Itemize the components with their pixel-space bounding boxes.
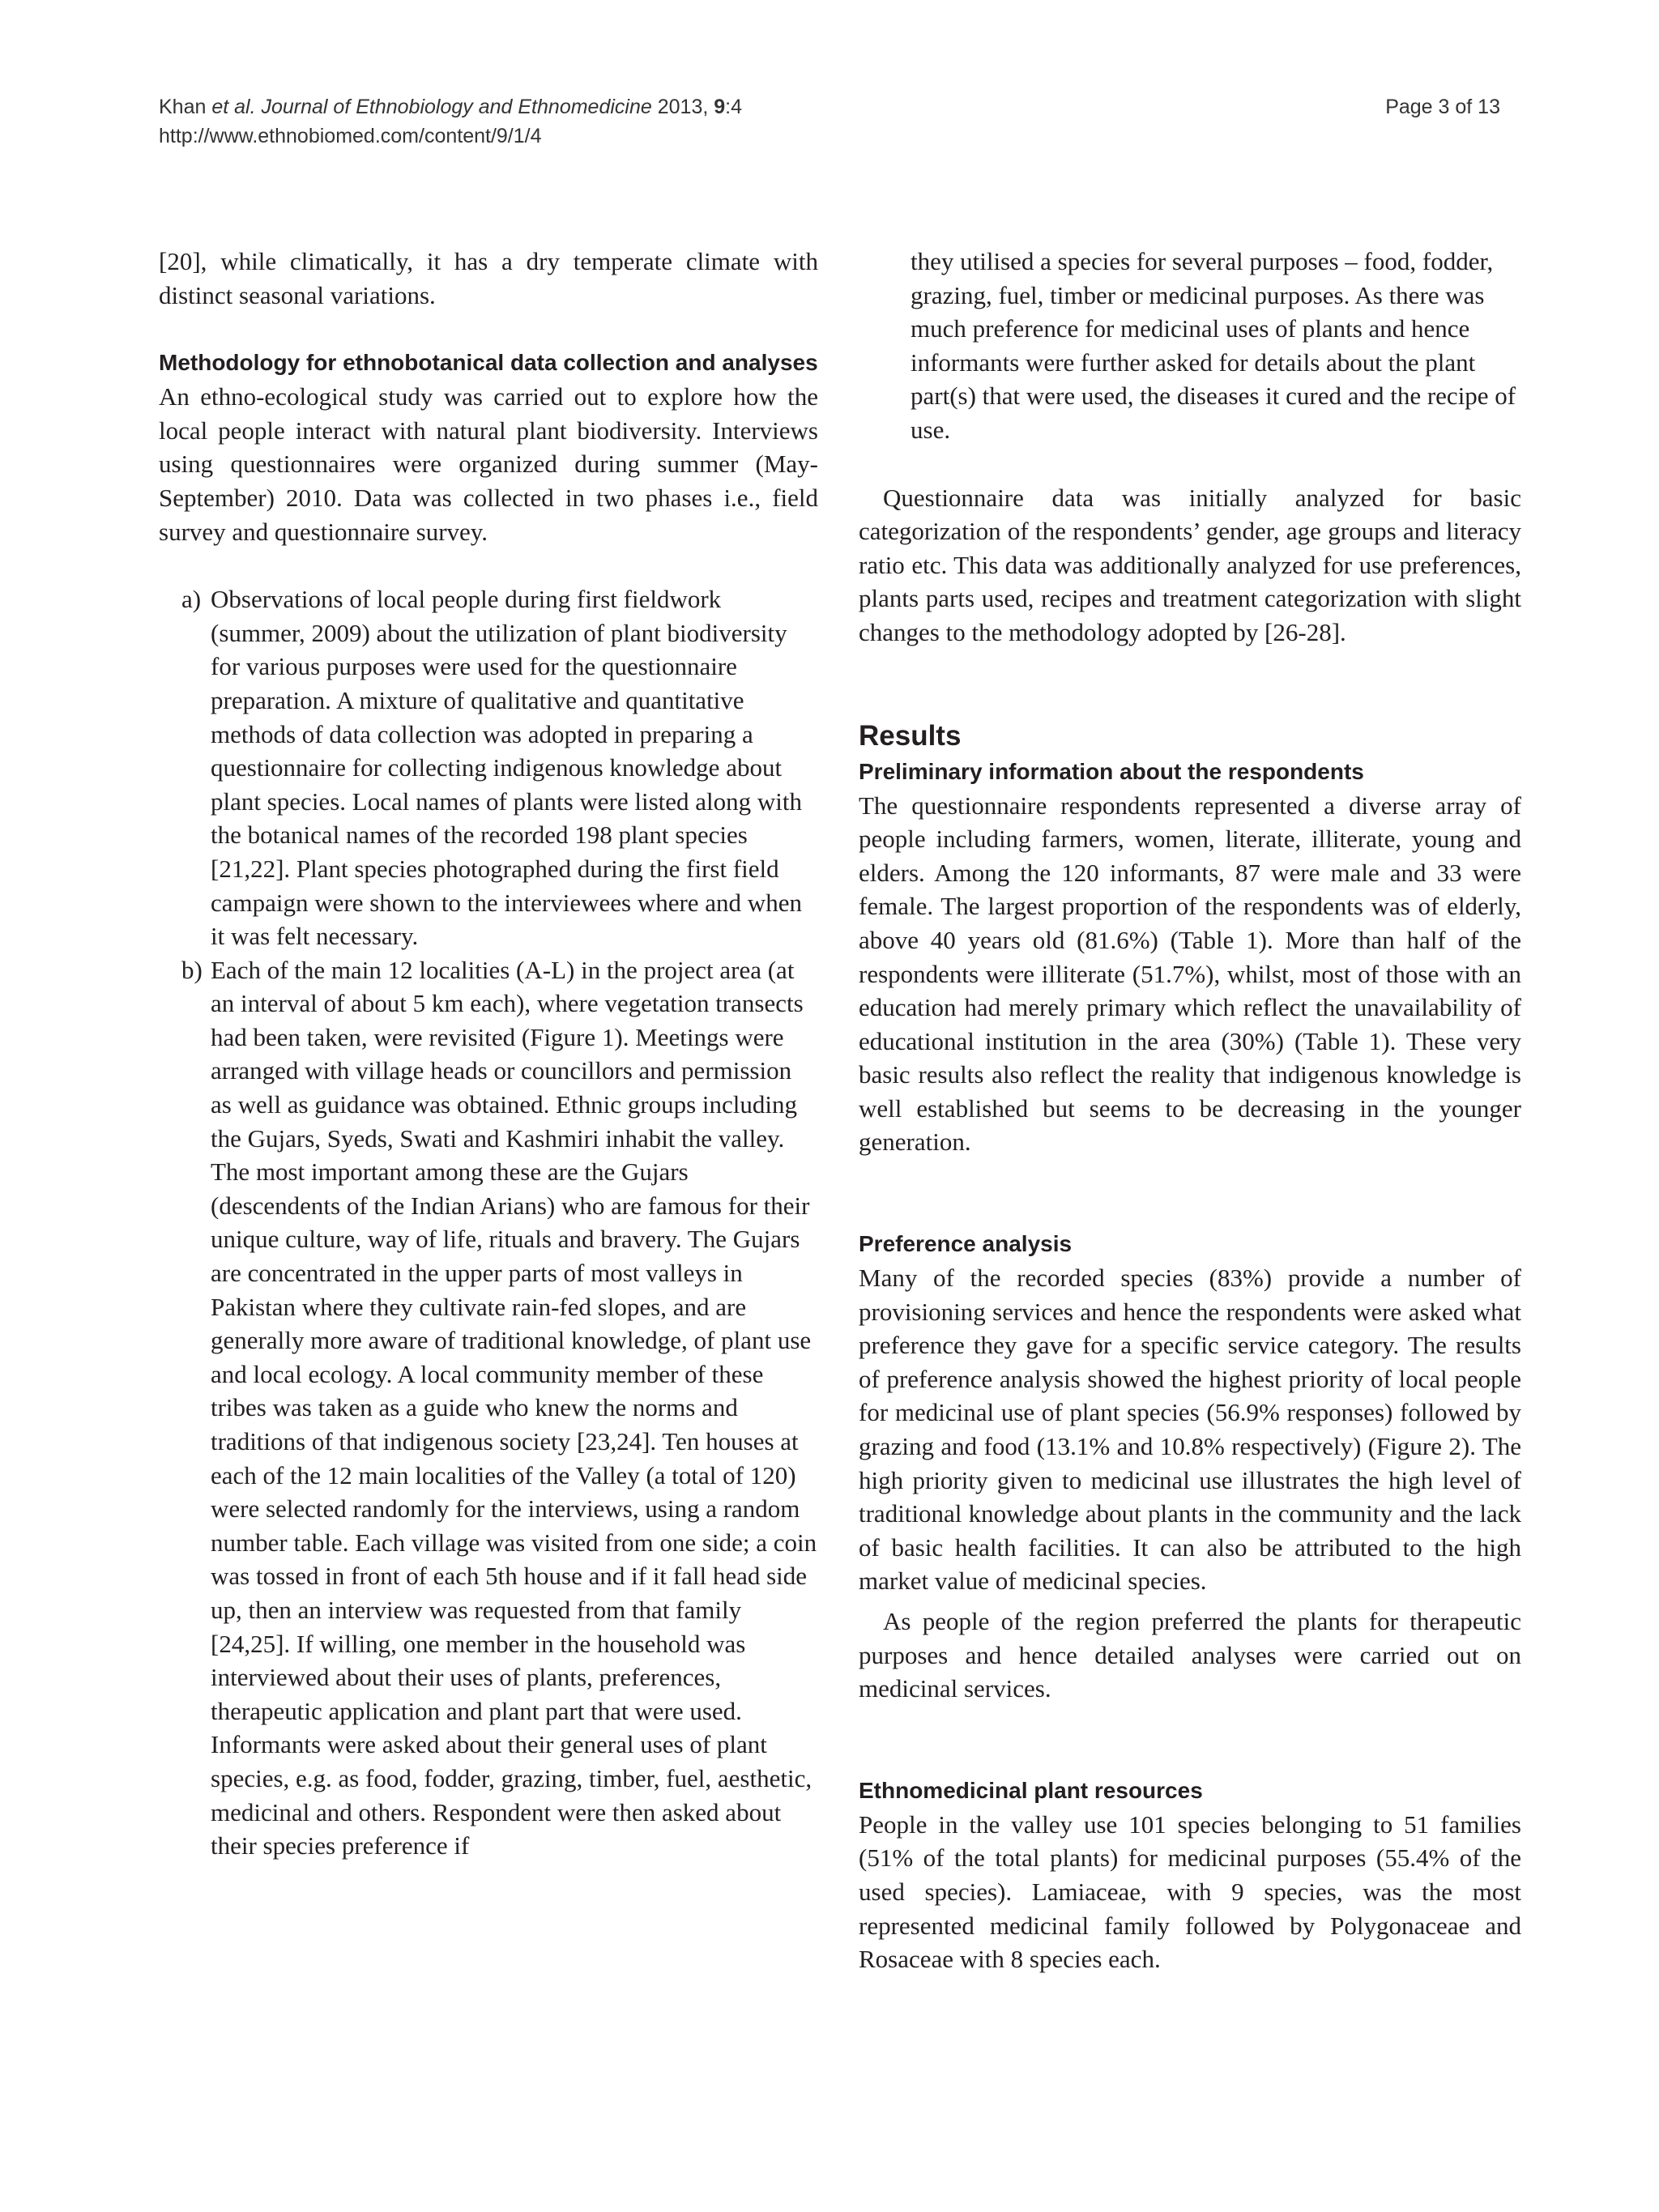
list-item-b (159, 953, 818, 1863)
list-text-a: Observations of local people during first fieldwork (summer, 2009) about the utilization of plant biodiversity for various purposes were used for the questionnaire preparation. A mixture of qualitative and quantitative methods of data collection was adopted in preparing a questionnaire for collecting indigenous knowledge about plant species. Local names of plants were listed along with the botanical names of the recorded 198 plant species [21,22]. Plant species photographed during the first field campaign were shown to the interviewees where and when it was felt necessary. (211, 585, 803, 951)
right-column (859, 245, 1521, 1976)
ethnomedicinal-heading: Ethnomedicinal plant resources (859, 1777, 1203, 1803)
intro-paragraph: [20], while climatically, it has a dry temperate climate with distinct seasonal variations. (159, 247, 818, 309)
results-heading: Results (859, 719, 962, 752)
method-list (159, 582, 818, 1863)
list-text-b: Each of the main 12 localities (A-L) in the project area (at an interval of about 5 km each), where vegetation transects had been taken, were revisited (Figure 1). Meetings were arranged with village heads or councillors and permission as well as guidance was obtained. Ethnic groups including the Gujars, Syeds, Swati and Kashmiri inhabit the valley. The most important among these are the Gujars (descendents of the Indian Arians) who are famous for their unique culture, way of life, rituals and bravery. The Gujars are concentrated in the upper parts of most valleys in Pakistan where they cultivate rain-fed slopes, and are generally more aware of traditional knowledge, of plant use and local ecology. A local community member of these tribes was taken as a guide who knew the norms and traditions of that indigenous society [23,24]. Ten houses at each of the 12 main localities of the Valley (a total of 120) were selected randomly for the interviews, using a random number table. Each village was visited from one side; a coin was tossed in front of each 5th house and if it fall head side up, then an interview was requested from that family [24,25]. If willing, one member in the household was interviewed about their uses of plants, preferences, therapeutic application and plant part that were used. Informants were asked about their general uses of plant species, e.g. as food, fodder, grazing, timber, fuel, aesthetic, medicinal and others. Respondent were then asked about their species preference if (211, 955, 817, 1860)
preliminary-paragraph: The questionnaire respondents represented a diverse array of people including farmers, women, literate, illiterate, young and elders. Among the 120 informants, 87 were male and 33 were female. The largest proportion of the respondents was of elderly, above 40 years old (81.6%) (Table 1). More than half of the respondents were illiterate (51.7%), whilst, most of those with an education had merely primary which reflect the unavailability of educational institution in the area (30%) (Table 1). These very basic results also reflect the reality that indigenous knowledge is well established but seems to be decreasing in the younger generation. (859, 791, 1521, 1157)
methodology-paragraph: An ethno-ecological study was carried out to explore how the local people interact with natural plant biodiversity. Interviews using questionnaires were organized during summer (May-September) 2010. Data was collected in two phases i.e., field survey and questionnaire survey. (159, 382, 818, 546)
list-item-a (159, 582, 818, 953)
preference-paragraph-2: As people of the region preferred the plants for therapeutic purposes and hence detailed analyses were carried out on medicinal services. (859, 1607, 1521, 1703)
list-label-b: b) (181, 955, 203, 984)
preference-heading: Preference analysis (859, 1231, 1073, 1257)
page-number: Page 3 of 13 (1385, 96, 1500, 118)
left-column (159, 245, 818, 1863)
article-url[interactable]: http://www.ethnobiomed.com/content/9/1/4 (159, 125, 542, 147)
list-label-a: a) (181, 585, 202, 614)
list-continuation: they utilised a species for several purposes – food, fodder, grazing, fuel, timber or medicinal purposes. As there was much preference for medicinal uses of plants and hence informants were further asked for details about the plant part(s) that were used, the diseases it cured and the recipe of use. (911, 247, 1516, 444)
questionnaire-paragraph: Questionnaire data was initially analyzed for basic categorization of the respondents’ gender, age groups and literacy ratio etc. This data was additionally analyzed for use preferences, plants parts used, recipes and treatment categorization with slight changes to the methodology adopted by [26-28]. (859, 483, 1521, 646)
preliminary-heading: Preliminary information about the respondents (859, 758, 1364, 784)
methodology-heading: Methodology for ethnobotanical data collection and analyses (159, 350, 818, 376)
preference-paragraph-1: Many of the recorded species (83%) provide a number of provisioning services and hence the respondents were asked what preference they gave for a specific service category. The results of preference analysis showed the highest priority of local people for medicinal use of plant species (56.9% responses) followed by grazing and food (13.1% and 10.8% respectively) (Figure 2). The high priority given to medicinal use illustrates the high level of traditional knowledge about plants in the community and the lack of basic health facilities. It can also be attributed to the high market value of medicinal species. (859, 1264, 1521, 1596)
running-header (159, 92, 742, 151)
ethnomedicinal-paragraph: People in the valley use 101 species belonging to 51 families (51% of the total plants) for medicinal purposes (55.4% of the used species). Lamiaceae, with 9 species, was the most represented medicinal family followed by Polygonaceae and Rosaceae with 8 species each. (859, 1809, 1521, 1974)
citation-line: Khan et al. Journal of Ethnobiology and Ethnomedicine 2013, 9:4 (159, 96, 742, 118)
